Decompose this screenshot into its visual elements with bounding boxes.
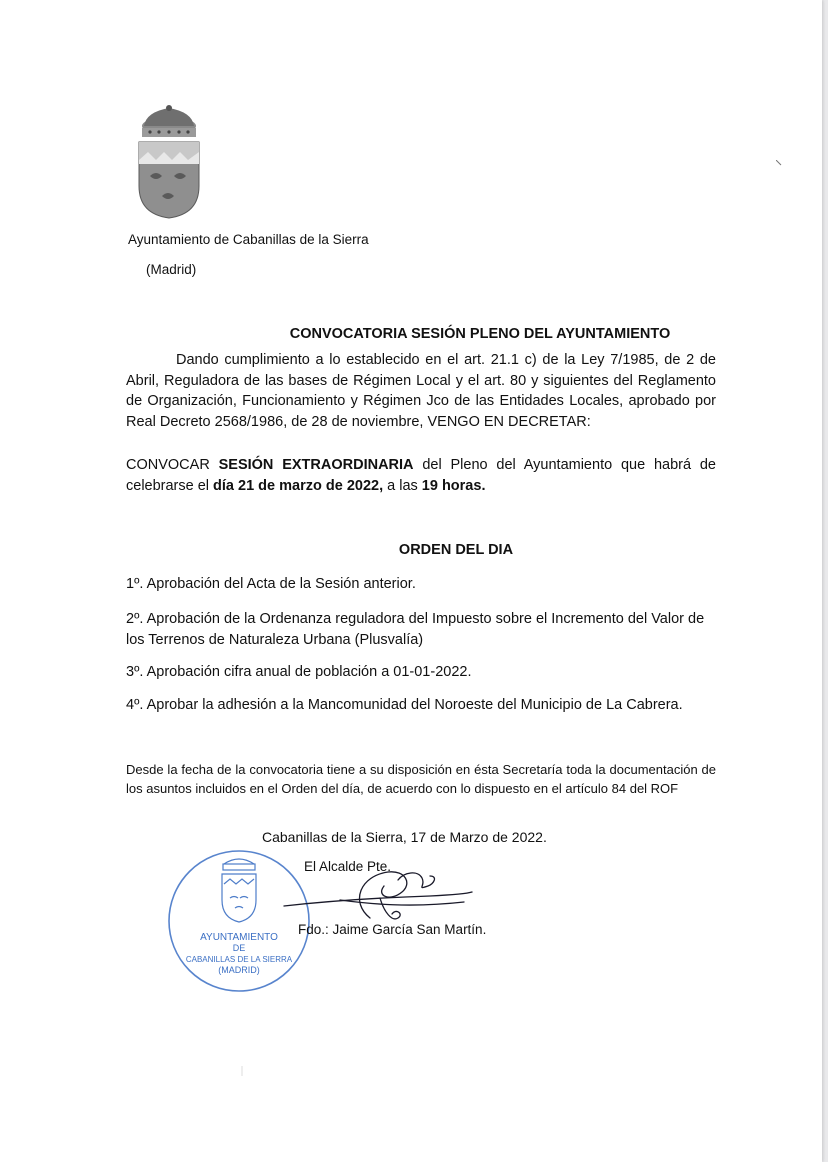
- agenda-item: 3º. Aprobación cifra anual de población a 01-01-2022.: [126, 664, 472, 680]
- stamp-line-3: CABANILLAS DE LA SIERRA: [185, 955, 293, 964]
- stamp-line-2: DE: [232, 943, 246, 953]
- agenda-item: 4º. Aprobar la adhesión a la Mancomunidad del Noroeste del Municipio de La Cabrera.: [126, 697, 683, 713]
- session-type: SESIÓN EXTRAORDINARIA: [218, 457, 414, 473]
- agenda-title: ORDEN DEL DIA: [398, 542, 514, 558]
- coat-of-arms-icon: [136, 104, 202, 220]
- convocation-paragraph: [126, 455, 716, 496]
- session-date: día 21 de marzo de 2022,: [213, 477, 384, 494]
- session-time: 19 horas.: [421, 477, 486, 494]
- signed-by: Fdo.: Jaime García San Martín.: [298, 922, 487, 937]
- place-and-date: Cabanillas de la Sierra, 17 de Marzo de 2022.: [262, 829, 547, 845]
- intro-text: Dando cumplimiento a lo establecido en el art. 21.1 c) de la Ley 7/1985, de 2 de Abril, Reguladora de las bases de Régimen Local y el art. 80 y siguientes del Reglamento de Organización, Funcionamiento y Régimen Jco de las Entidades Locales, aprobado por Real Decreto 2568/1986, de 28 de noviembre, VENGO EN DECRETAR:: [126, 352, 716, 430]
- organization-name: Ayuntamiento de Cabanillas de la Sierra: [128, 232, 369, 247]
- availability-notice: Desde la fecha de la convocatoria tiene a su disposición en ésta Secretaría toda la documentación de los asuntos incluidos en el Orden del día, de acuerdo con lo dispuesto en el artículo 84 del ROF: [126, 762, 716, 796]
- signer-role: El Alcalde Pte.: [304, 859, 392, 874]
- scan-speck: [240, 1066, 244, 1076]
- stamp-line-1: AYUNTAMIENTO: [200, 932, 278, 943]
- document-title: CONVOCATORIA SESIÓN PLENO DEL AYUNTAMIENTO: [289, 326, 671, 342]
- intro-paragraph: [126, 350, 716, 432]
- convocar-text-3: a las: [383, 477, 422, 494]
- agenda-item: 2º. Aprobación de la Ordenanza reguladora del Impuesto sobre el Incremento del Valor de los Terrenos de Naturaleza Urbana (Plusvalía): [126, 611, 705, 648]
- convocar-text-1: CONVOCAR: [126, 457, 219, 473]
- agenda-item: 1º. Aprobación del Acta de la Sesión anterior.: [126, 576, 416, 592]
- stamp-line-4: (MADRID): [218, 965, 260, 975]
- organization-region: (Madrid): [146, 262, 197, 277]
- scan-mark: [776, 160, 782, 166]
- convocar-text-2: del Pleno del Ayuntamiento que habrá de celebrarse el: [126, 457, 716, 494]
